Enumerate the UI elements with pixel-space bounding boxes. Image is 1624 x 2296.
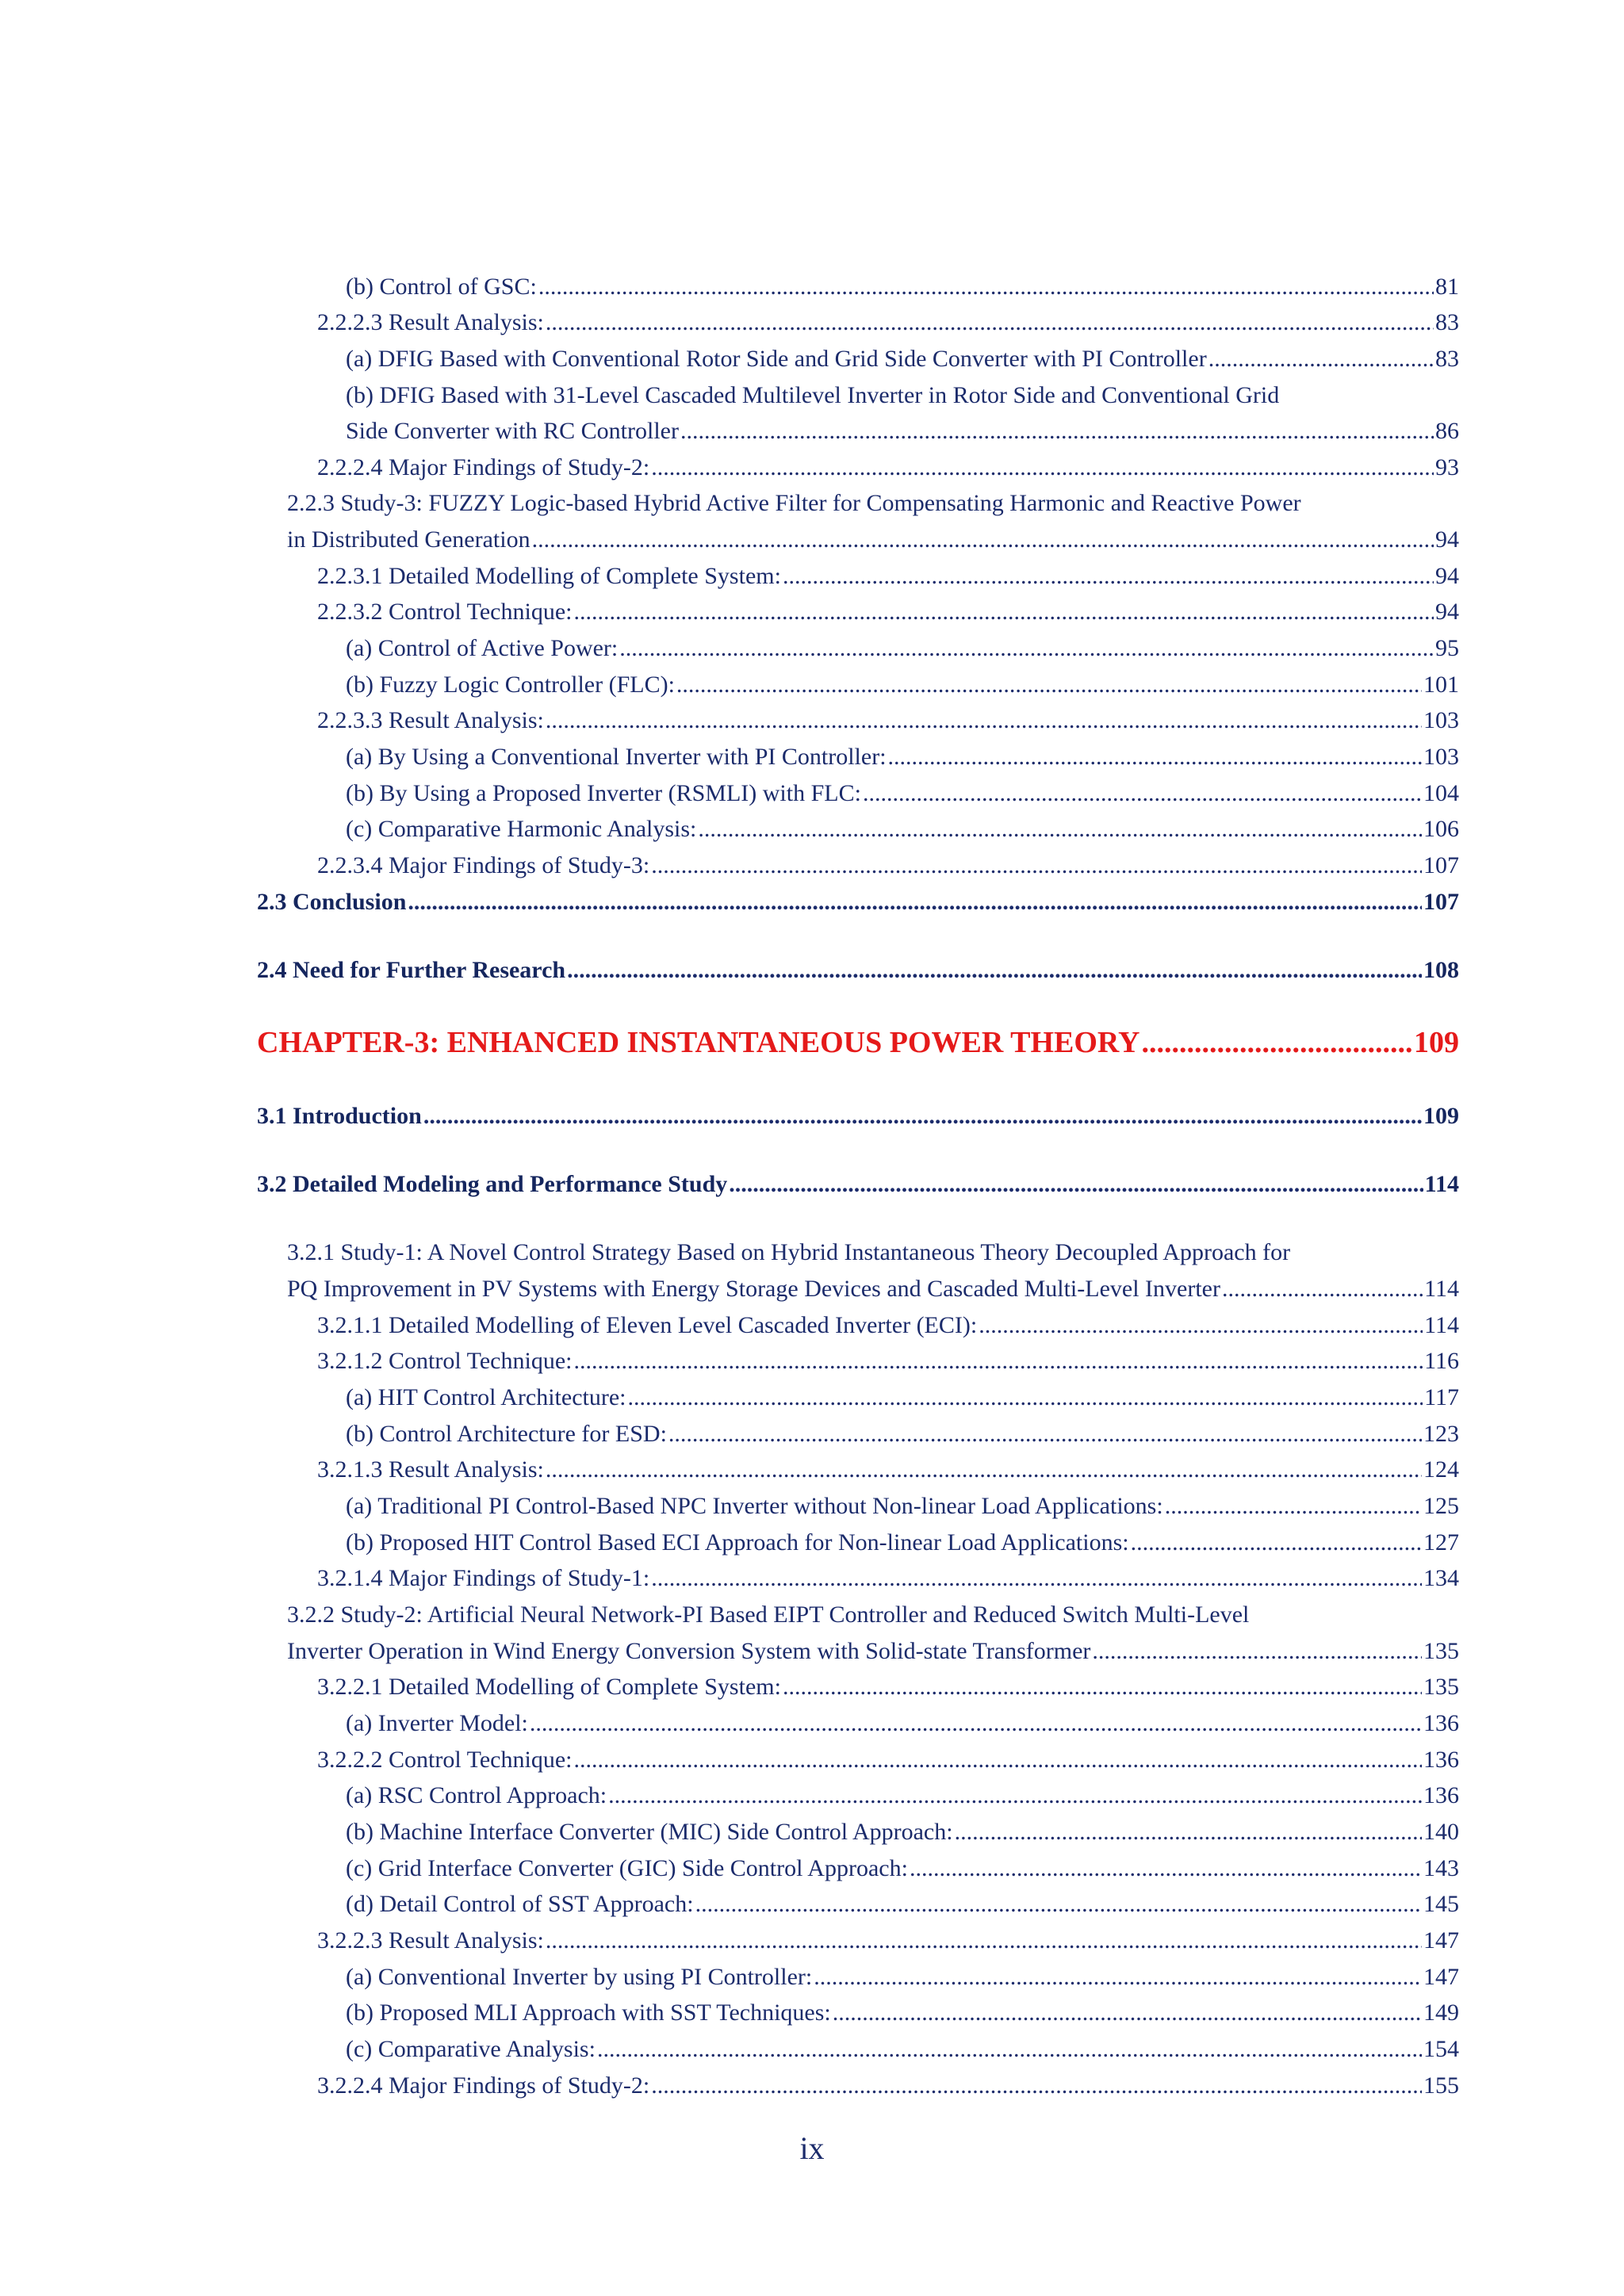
toc-entry-mli-sst: (b) Proposed MLI Approach with SST Techniques: ..... 149 (346, 1999, 1459, 2027)
toc-chapter-3: CHAPTER-3: ENHANCED INSTANTANEOUS POWER THEORY ..... 109 (257, 1024, 1459, 1061)
toc-entry-2-3-conclusion: 2.3 Conclusion ..... 107 (257, 888, 1459, 916)
toc-entry-3-2-2-2: 3.2.2.2 Control Technique: ..... 136 (317, 1746, 1459, 1774)
toc-entry-3-2-2-3: 3.2.2.3 Result Analysis: ..... 147 (317, 1927, 1459, 1955)
toc-entry-2-2-2-4: 2.2.2.4 Major Findings of Study-2: ..... 93 (317, 453, 1459, 482)
toc-entry-sst-control: (d) Detail Control of SST Approach: ..... 145 (346, 1890, 1459, 1919)
toc-entry-conventional-inverter: (a) Conventional Inverter by using PI Controller: ..... 147 (346, 1963, 1459, 1992)
toc-entry-3-2-1-2: 3.2.1.2 Control Technique: ..... 116 (317, 1347, 1459, 1376)
toc-entry-3-2-1-3: 3.2.1.3 Result Analysis: ..... 124 (317, 1456, 1459, 1484)
toc-entry-3-2-1-line1: 3.2.1 Study-1: A Novel Control Strategy Based on Hybrid Instantaneous Theory Decoupled Approach for (287, 1239, 1291, 1265)
toc-entry-2-2-2-3: 2.2.2.3 Result Analysis: ..... 83 (317, 308, 1459, 337)
toc-entry-control-active-power: (a) Control of Active Power: ..... 95 (346, 634, 1459, 663)
toc-entry-2-2-3-2: 2.2.3.2 Control Technique: ..... 94 (317, 598, 1459, 626)
toc-entry-inverter-model: (a) Inverter Model: ..... 136 (346, 1709, 1459, 1738)
toc-entry-control-esd: (b) Control Architecture for ESD: ..... 123 (346, 1420, 1459, 1448)
toc-entry-3-2-2-line2: Inverter Operation in Wind Energy Conversion System with Solid-state Transformer ..... 135 (287, 1637, 1459, 1666)
toc-entry-3-2-2-line1: 3.2.2 Study-2: Artificial Neural Network-PI Based EIPT Controller and Reduced Switch Multi-Level (287, 1601, 1250, 1628)
toc-entry-3-2-2-4: 3.2.2.4 Major Findings of Study-2: ..... 155 (317, 2072, 1459, 2100)
toc-entry-2-2-3-3: 2.2.3.3 Result Analysis: ..... 103 (317, 706, 1459, 735)
toc-entry-mic-control: (b) Machine Interface Converter (MIC) Side Control Approach: ..... 140 (346, 1818, 1459, 1846)
toc-entry-2-2-3-line1: 2.2.3 Study-3: FUZZY Logic-based Hybrid Active Filter for Compensating Harmonic and Reactive Power (287, 490, 1301, 516)
toc-entry-rsmli-flc: (b) By Using a Proposed Inverter (RSMLI) with FLC: ..... 104 (346, 779, 1459, 808)
toc-entry-2-4-further-research: 2.4 Need for Further Research ..... 108 (257, 956, 1459, 985)
toc-entry-3-2-detailed-modeling: 3.2 Detailed Modeling and Performance Study ..... 114 (257, 1170, 1459, 1199)
toc-entry-comparative-harmonic: (c) Comparative Harmonic Analysis: ..... 106 (346, 815, 1459, 844)
toc-entry-3-2-1-line2: PQ Improvement in PV Systems with Energy Storage Devices and Cascaded Multi-Level Inverter ..... 114 (287, 1275, 1459, 1303)
page-number: ix (799, 2130, 825, 2166)
toc-entry-3-2-1-1: 3.2.1.1 Detailed Modelling of Eleven Level Cascaded Inverter (ECI): ..... 114 (317, 1311, 1459, 1340)
toc-entry-3-2-1-4: 3.2.1.4 Major Findings of Study-1: ..... 134 (317, 1564, 1459, 1593)
toc-entry-rsc-control: (a) RSC Control Approach: ..... 136 (346, 1781, 1459, 1810)
toc-entry-2-2-3-line2: in Distributed Generation ..... 94 (287, 526, 1459, 554)
toc-entry-3-1-introduction: 3.1 Introduction ..... 109 (257, 1102, 1459, 1131)
toc-entry-dfig-31-level-line2: Side Converter with RC Controller ..... 86 (346, 417, 1459, 446)
toc-entry-hit-eci: (b) Proposed HIT Control Based ECI Approach for Non-linear Load Applications: ..... 127 (346, 1529, 1459, 1557)
toc-entry-3-2-2-1: 3.2.2.1 Detailed Modelling of Complete System: ..... 135 (317, 1673, 1459, 1701)
toc-entry-2-2-3-1: 2.2.3.1 Detailed Modelling of Complete System: ..... 94 (317, 562, 1459, 591)
toc-entry-hit-control: (a) HIT Control Architecture: ..... 117 (346, 1383, 1459, 1412)
toc-entry-gic-control: (c) Grid Interface Converter (GIC) Side Control Approach: ..... 143 (346, 1854, 1459, 1883)
toc-entry-conventional-inverter-pi: (a) By Using a Conventional Inverter with PI Controller: ..... 103 (346, 743, 1459, 771)
toc-entry-fuzzy-logic-controller: (b) Fuzzy Logic Controller (FLC): ..... 101 (346, 671, 1459, 699)
toc-entry-dfig-conventional: (a) DFIG Based with Conventional Rotor Side and Grid Side Converter with PI Controller ..... 83 (346, 345, 1459, 373)
toc-entry-npc-inverter: (a) Traditional PI Control-Based NPC Inverter without Non-linear Load Applications: ..... 125 (346, 1492, 1459, 1521)
toc-entry-comparative-analysis: (c) Comparative Analysis: ..... 154 (346, 2035, 1459, 2064)
toc-entry-dfig-31-level-line1: (b) DFIG Based with 31-Level Cascaded Multilevel Inverter in Rotor Side and Conventional Grid (346, 382, 1280, 408)
toc-entry-2-2-3-4: 2.2.3.4 Major Findings of Study-3: ..... 107 (317, 851, 1459, 880)
toc-entry-control-gsc: (b) Control of GSC: ..... 81 (346, 273, 1459, 301)
